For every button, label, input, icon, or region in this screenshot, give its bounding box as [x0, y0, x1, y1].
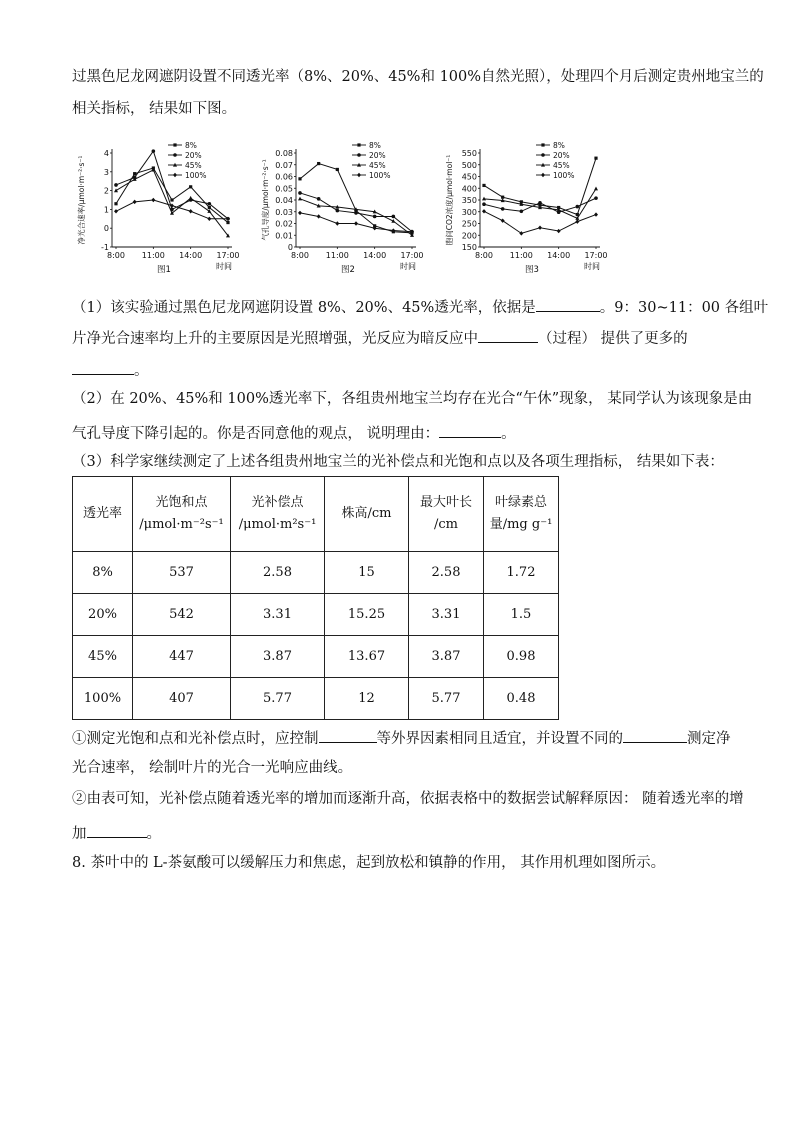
table-row [73, 636, 559, 678]
after-text-s1b: 等外界因素相同且适宜，并设置不同的 [376, 731, 623, 747]
table-cell: 447 [133, 636, 231, 678]
data-point [482, 202, 486, 206]
q2-blank-1[interactable] [439, 421, 501, 438]
y-tick-label: 300 [461, 207, 477, 217]
data-point [354, 221, 358, 225]
x-tick-label: 8:00 [291, 251, 309, 260]
question-8: 8. 茶叶中的 L-茶氨酸可以缓解压力和焦虑，起到放松和镇静的作用， 其作用机理如图所示。 [72, 855, 666, 871]
table-cell: 0.48 [484, 678, 559, 720]
q1-text-c: 片净光合速率均上升的主要原因是光照增强，光反应为暗反应中 [72, 331, 478, 347]
data-point [298, 191, 302, 195]
table-header-cell [73, 477, 133, 552]
y-tick-label: 0 [103, 224, 109, 234]
legend-marker [173, 143, 176, 146]
chart-title: 图3 [525, 265, 539, 275]
table-cell: 0.98 [484, 636, 559, 678]
q1-blank-1[interactable] [536, 295, 600, 312]
table-header-cell [325, 477, 409, 552]
table-cell: 542 [133, 594, 231, 636]
y-tick-label: 2 [103, 186, 109, 196]
data-point [520, 209, 524, 213]
header-light-saturation: 光饱和点 [155, 495, 208, 510]
data-point [133, 200, 137, 204]
table-cell: 1.72 [484, 552, 559, 594]
after-blank-3[interactable] [87, 821, 147, 838]
q1-text-e: 。 [134, 363, 149, 379]
y-tick-label: 350 [461, 196, 477, 205]
data-point [594, 187, 598, 191]
q1-text-b: 。9：30~11：00 各组叶 [599, 300, 769, 316]
x-tick-label: 8:00 [475, 251, 493, 260]
legend-label: 8% [185, 141, 197, 150]
y-tick-label: 0.04 [275, 196, 293, 205]
q1-line-1 [72, 295, 769, 318]
data-point [151, 198, 155, 202]
legend-marker [541, 153, 545, 157]
data-point [538, 226, 542, 230]
data-point [336, 209, 340, 213]
legend-label: 100% [553, 171, 575, 180]
x-tick-label: 14:00 [547, 251, 571, 260]
y-tick-label: 400 [461, 184, 477, 194]
y-tick-label: 4 [103, 149, 109, 158]
y-tick-label: 0.03 [275, 207, 293, 217]
table-cell: 3.31 [409, 594, 484, 636]
chart-figure-2 [256, 135, 436, 280]
after-line-2: 光合速率， 绘制叶片的光合一光响应曲线。 [72, 760, 353, 776]
x-tick-label: 17:00 [400, 251, 424, 260]
data-point [594, 157, 597, 160]
y-tick-label: 1 [103, 205, 109, 215]
table-cell: 3.87 [231, 636, 325, 678]
q1-text-d: （过程） 提供了更多的 [538, 331, 688, 347]
table-header-cell [133, 477, 231, 552]
intro-line-1: 过黑色尼龙网遮阴设置不同透光率（8%、20%、45%和 100%自然光照），处理四个月后测定贵州地宝兰的 [72, 69, 764, 85]
table-cell: 407 [133, 678, 231, 720]
header-chlorophyll: 叶绿素总 [494, 495, 547, 510]
y-tick-label: 0 [287, 243, 293, 252]
y-tick-label: 200 [461, 231, 477, 241]
legend-label: 45% [369, 161, 386, 170]
q2-line-2 [72, 421, 734, 444]
y-tick-label: 0.02 [275, 219, 293, 229]
after-text-s2c: 。 [146, 826, 161, 842]
table-header-row [73, 477, 559, 552]
data-point [189, 185, 192, 188]
data-point [392, 215, 396, 219]
y-axis-label: 净光合速率/μmol·m⁻²·s⁻¹ [77, 155, 86, 245]
data-point [298, 177, 301, 180]
data-point [317, 162, 320, 165]
header-chlorophyll-unit: 量/mg g⁻¹ [489, 517, 553, 532]
data-point [557, 229, 561, 233]
legend-marker [173, 173, 177, 177]
data-point [575, 219, 579, 223]
data-point [538, 201, 542, 205]
header-light-saturation-unit: /μmol·m⁻²s⁻¹ [139, 517, 224, 532]
table-cell: 2.58 [231, 552, 325, 594]
data-point [317, 197, 321, 201]
after-blank-1[interactable] [319, 726, 377, 743]
data-point [298, 211, 302, 215]
y-tick-label: 0.08 [275, 149, 293, 158]
data-point [354, 211, 358, 215]
data-point [335, 221, 339, 225]
legend-marker [357, 153, 361, 157]
legend-marker [541, 173, 545, 177]
data-point [298, 197, 302, 201]
table-cell: 537 [133, 552, 231, 594]
data-point [152, 149, 156, 153]
data-point [189, 196, 193, 200]
after-line-1 [72, 726, 734, 749]
legend-label: 20% [369, 151, 386, 160]
data-point [594, 212, 598, 216]
figure-3 [440, 135, 620, 284]
x-tick-label: 14:00 [179, 251, 203, 260]
legend-label: 100% [185, 171, 207, 180]
y-tick-label: -1 [101, 243, 109, 252]
legend-label: 45% [185, 161, 202, 170]
data-point [170, 198, 173, 201]
x-tick-label: 17:00 [584, 251, 608, 260]
table-cell: 13.67 [325, 636, 409, 678]
y-tick-label: 0.07 [275, 160, 293, 170]
after-line-3: ②由表可知，光补偿点随着透光率的增加而逐渐升高，依据表格中的数据尝试解释原因： 随着透光率的增 [72, 791, 744, 807]
data-point [114, 202, 117, 205]
legend-marker [357, 173, 361, 177]
after-text-s1a: ①测定光饱和点和光补偿点时，应控制 [72, 731, 319, 747]
q3-line-1: （3）科学家继续测定了上述各组贵州地宝兰的光补偿点和光饱和点以及各项生理指标， 结果如下表： [72, 454, 724, 470]
x-tick-label: 8:00 [107, 251, 125, 260]
figure-1 [72, 135, 252, 284]
data-point [576, 205, 580, 209]
legend-label: 8% [553, 141, 565, 150]
series-line-45pct [300, 199, 412, 235]
chart-figure-3 [440, 135, 620, 280]
legend-marker [357, 143, 360, 146]
table-cell: 15.25 [325, 594, 409, 636]
data-point [207, 209, 211, 213]
q2-text-b: 气孔导度下降引起的。你是否同意他的观点， 说明理由： [72, 426, 440, 442]
data-point [114, 183, 118, 187]
y-tick-label: 250 [461, 219, 477, 229]
table-row [73, 594, 559, 636]
q1-line-3 [72, 358, 734, 381]
x-axis-label: 时间 [216, 262, 232, 271]
legend-label: 20% [185, 151, 202, 160]
data-point [373, 215, 377, 219]
q2-line-1: （2）在 20%、45%和 100%透光率下，各组贵州地宝兰均存在光合“午休”现象， 某同学认为该现象是由 [72, 391, 753, 407]
y-axis-label: 胞间CO2浓度/μmol·mol⁻¹ [445, 154, 454, 246]
data-point [208, 206, 211, 209]
after-blank-2[interactable] [623, 726, 687, 743]
legend-label: 45% [553, 161, 570, 170]
header-light-compensation: 光补偿点 [251, 495, 304, 510]
y-tick-label: 0.01 [275, 231, 293, 241]
header-light-compensation-unit: /μmol·m²s⁻¹ [238, 517, 317, 532]
table-cell: 15 [325, 552, 409, 594]
table-cell: 2.58 [409, 552, 484, 594]
table-cell: 3.31 [231, 594, 325, 636]
intro-line-2: 相关指标， 结果如下图。 [72, 101, 237, 117]
table-cell: 100% [73, 678, 133, 720]
header-max-leaf-length: 最大叶长 [419, 495, 472, 510]
table-cell: 12 [325, 678, 409, 720]
header-transmittance: 透光率 [82, 506, 122, 521]
table-cell: 8% [73, 552, 133, 594]
x-axis-label: 时间 [584, 262, 600, 271]
y-tick-label: 150 [461, 243, 477, 252]
data-point [482, 184, 485, 187]
q1-text-a: （1）该实验通过黑色尼龙网遮阴设置 8%、20%、45%透光率，依据是 [72, 300, 536, 316]
legend-marker [541, 143, 544, 146]
after-line-4 [72, 821, 734, 844]
x-tick-label: 11:00 [509, 251, 533, 260]
chart-title: 图2 [341, 265, 355, 275]
data-point [501, 207, 505, 211]
data-point [226, 221, 229, 224]
data-point [208, 202, 212, 206]
q1-blank-2[interactable] [478, 326, 538, 343]
data-point [482, 209, 486, 213]
legend-label: 100% [369, 171, 391, 180]
data-point [594, 196, 598, 200]
header-max-leaf-length-unit: /cm [434, 517, 458, 532]
data-point [114, 209, 118, 213]
table-cell: 3.87 [409, 636, 484, 678]
y-tick-label: 0.06 [275, 172, 293, 182]
physiology-table [72, 476, 559, 720]
x-tick-label: 11:00 [325, 251, 349, 260]
x-tick-label: 17:00 [216, 251, 240, 260]
table-row [73, 678, 559, 720]
q1-blank-3[interactable] [72, 358, 134, 375]
x-tick-label: 14:00 [363, 251, 387, 260]
table-cell: 20% [73, 594, 133, 636]
x-tick-label: 11:00 [141, 251, 165, 260]
y-tick-label: 450 [461, 172, 477, 182]
data-point [336, 168, 339, 171]
data-point [189, 209, 193, 213]
after-text-s2b: 加 [72, 826, 87, 842]
y-tick-label: 550 [461, 149, 477, 158]
legend-marker [173, 153, 177, 157]
data-point [207, 217, 211, 221]
chart-title: 图1 [157, 265, 171, 275]
legend-label: 20% [553, 151, 570, 160]
table-cell: 1.5 [484, 594, 559, 636]
y-tick-label: 3 [103, 167, 109, 177]
table-cell: 45% [73, 636, 133, 678]
data-point [317, 214, 321, 218]
table-header-cell [409, 477, 484, 552]
table-header-cell [484, 477, 559, 552]
table-header-cell [231, 477, 325, 552]
q2-text-c: 。 [501, 426, 516, 442]
x-axis-label: 时间 [400, 262, 416, 271]
data-point [133, 172, 136, 175]
header-plant-height: 株高/cm [341, 506, 392, 521]
legend-label: 8% [369, 141, 381, 150]
table-cell: 5.77 [231, 678, 325, 720]
y-axis-label: 气孔导度/μmol·m⁻²·s⁻¹ [261, 159, 270, 241]
y-tick-label: 0.05 [275, 184, 293, 194]
chart-figure-1 [72, 135, 252, 280]
after-text-s1c: 测定净 [687, 731, 731, 747]
q1-line-2 [72, 326, 734, 349]
table-cell: 5.77 [409, 678, 484, 720]
figure-2 [256, 135, 436, 284]
table-row [73, 552, 559, 594]
y-tick-label: 500 [461, 160, 477, 170]
